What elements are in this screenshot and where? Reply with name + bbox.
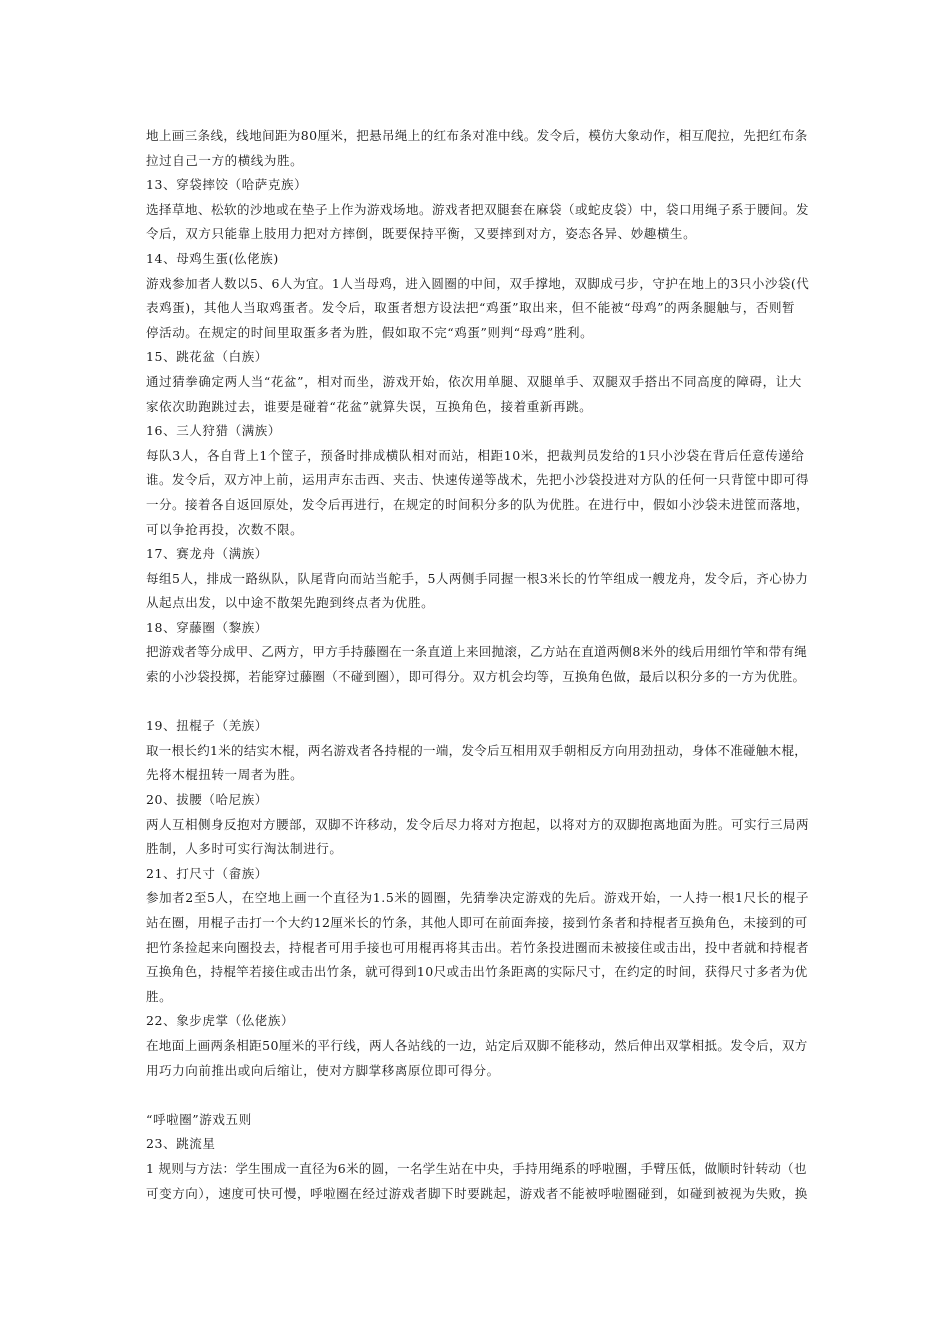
text-line: 可以争抢再投，次数不限。 — [146, 521, 304, 537]
section-heading — [146, 247, 810, 272]
blank-line — [146, 690, 810, 715]
paragraph — [146, 444, 810, 542]
paragraph — [146, 567, 810, 616]
text-line: 谁。发令后，双方冲上前，运用声东击西、夹击、快速传递等战术，先把小沙袋投进对方队的任何一只背筐中即可得 — [146, 472, 810, 488]
section-heading — [146, 345, 810, 370]
text-line: 17、赛龙舟（满族） — [146, 546, 268, 562]
text-line: 取一根长约1米的结实木棍，两名游戏者各持棍的一端，发令后互相用双手朝相反方向用劲扭动，身体不准碰触木棍， — [146, 742, 808, 758]
section-heading — [146, 788, 810, 813]
text-line: 把游戏者等分成甲、乙两方，甲方手持藤圈在一条直道上来回抛滚，乙方站在直道两侧8米外的线后用细竹竿和带有绳 — [146, 644, 808, 660]
text-line: 通过猜拳确定两人当“花盆”，相对而坐，游戏开始，依次用单腿、双腿单手、双腿双手搭出不同高度的障碍，让大 — [146, 373, 802, 389]
text-line: 用巧力向前推出或向后缩让，使对方脚掌移离原位即可得分。 — [146, 1062, 500, 1078]
section-heading — [146, 173, 810, 198]
section-heading — [146, 1108, 810, 1133]
paragraph — [146, 886, 810, 1009]
text-line: 可变方向），速度可快可慢，呼啦圈在经过游戏者脚下时要跳起，游戏者不能被呼啦圈碰到，如碰到被视为失败，换 — [146, 1185, 808, 1201]
text-line — [146, 690, 810, 715]
paragraph — [146, 1157, 810, 1206]
text-line: 停活动。在规定的时间里取蛋多者为胜，假如取不完“鸡蛋”则判“母鸡”胜利。 — [146, 324, 594, 340]
paragraph — [146, 1034, 810, 1083]
text-line: 1 规则与方法：学生围成一直径为6米的圆，一名学生站在中央，手持用绳系的呼啦圈，手臂压低，做顺时针转动（也 — [146, 1160, 807, 1176]
text-line: 每队3人，各自背上1个筐子，预备时排成横队相对而站，相距10米，把裁判员发给的1只小沙袋在背后任意传递给 — [146, 447, 805, 463]
text-line: 胜制，人多时可实行淘汰制进行。 — [146, 841, 343, 857]
text-line: 13、穿袋摔饺（哈萨克族） — [146, 177, 308, 193]
text-line: 游戏参加者人数以5、6人为宜。1人当母鸡，进入圆圈的中间，双手撑地，双脚成弓步，守护在地上的3只小沙袋(代 — [146, 275, 810, 291]
section-heading — [146, 1009, 810, 1034]
text-line: 22、象步虎掌（仫佬族） — [146, 1013, 295, 1029]
text-line: 地上画三条线，线地间距为80厘米，把悬吊绳上的红布条对准中线。发令后，模仿大象动作，相互爬拉，先把红布条 — [146, 128, 808, 143]
text-line: 从起点出发，以中途不散架先跑到终点者为优胜。 — [146, 595, 435, 611]
text-line: 每组5人，排成一路纵队，队尾背向而站当舵手，5人两侧手同握一根3米长的竹竿组成一艘龙舟，发令后，齐心协力 — [146, 570, 809, 586]
text-line: 令后，双方只能靠上肢用力把对方摔倒，既要保持平衡，又要摔到对方，姿态各异、妙趣横生。 — [146, 226, 697, 242]
text-line: 一分。接着各自返回原处，发令后再进行，在规定的时间积分多的队为优胜。在进行中，假如小沙袋未进筐而落地， — [146, 496, 810, 512]
paragraph — [146, 124, 810, 173]
section-heading — [146, 714, 810, 739]
text-line: 14、母鸡生蛋(仫佬族) — [146, 250, 279, 266]
text-line: 索的小沙袋投掷，若能穿过藤圈（不碰到圈），即可得分。双方机会均等，互换角色做，最后以积分多的一方为优胜。 — [146, 669, 806, 685]
paragraph — [146, 739, 810, 788]
text-line: 21、打尺寸（畲族） — [146, 865, 268, 881]
paragraph — [146, 198, 810, 247]
text-line: 选择草地、松软的沙地或在垫子上作为游戏场地。游戏者把双腿套在麻袋（或蛇皮袋）中，袋口用绳子系于腰间。发 — [146, 201, 810, 217]
text-line: 18、穿藤圈（黎族） — [146, 619, 268, 635]
text-line: 23、跳流星 — [146, 1136, 216, 1152]
text-line: 在地面上画两条相距50厘米的平行线，两人各站线的一边，站定后双脚不能移动，然后伸出双掌相抵。发令后，双方 — [146, 1037, 808, 1053]
text-line: 互换角色，持棍竿若接住或击出竹条，就可得到10尺或击出竹条距离的实际尺寸，在约定的时间，获得尺寸多者为优 — [146, 964, 808, 980]
text-line: 胜。 — [146, 988, 173, 1004]
text-line: 拉过自己一方的横线为胜。 — [146, 152, 304, 168]
text-line: 把竹条捡起来向圈投去，持棍者可用手接也可用棍再将其击出。若竹条投进圈而未被接住或击出，投中者就和持棍者 — [146, 939, 810, 955]
text-line: 先将木棍扭转一周者为胜。 — [146, 767, 304, 783]
text-line: 20、拔腰（哈尼族） — [146, 792, 268, 808]
section-heading — [146, 616, 810, 641]
text-line: 家依次助跑跳过去，谁要是碰着“花盆”就算失误，互换角色，接着重新再跳。 — [146, 398, 593, 414]
text-line: “呼啦圈”游戏五则 — [146, 1111, 252, 1127]
paragraph — [146, 370, 810, 419]
text-line: 两人互相侧身反抱对方腰部，双脚不许移动，发令后尽力将对方抱起，以将对方的双脚抱离地面为胜。可实行三局两 — [146, 816, 810, 832]
blank-line — [146, 1083, 810, 1108]
text-line — [146, 1083, 810, 1108]
section-heading — [146, 862, 810, 887]
text-line: 19、扭棍子（羌族） — [146, 718, 268, 734]
section-heading — [146, 542, 810, 567]
text-line: 16、三人狩猎（满族） — [146, 423, 282, 439]
document-body — [146, 124, 810, 1206]
text-line: 站在圈，用棍子击打一个大约12厘米长的竹条，其他人即可在前面奔接，接到竹条者和持棍者互换角色，未接到的可 — [146, 915, 808, 930]
section-heading — [146, 419, 810, 444]
paragraph — [146, 813, 810, 862]
text-line: 参加者2至5人，在空地上画一个直径为1.5米的圆圈，先猜拳决定游戏的先后。游戏开始，一人持一根1尺长的棍子 — [146, 890, 810, 906]
section-heading — [146, 1132, 810, 1157]
paragraph — [146, 272, 810, 346]
text-line: 表鸡蛋)，其他人当取鸡蛋者。发令后，取蛋者想方设法把“鸡蛋”取出来，但不能被“母鸡”的两条腿触与，否则暂 — [146, 300, 796, 316]
text-line: 15、跳花盆（白族） — [146, 349, 268, 365]
paragraph — [146, 640, 810, 689]
